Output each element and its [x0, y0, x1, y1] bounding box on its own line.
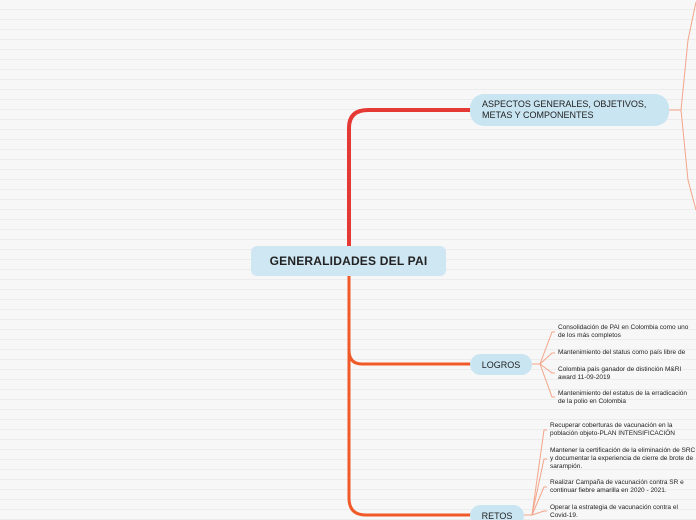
subtopic-logros-4-label: Mantenimiento del estatus de la erradicación de la polio en Colombia	[558, 390, 687, 405]
subtopic-retos-3[interactable]	[550, 479, 696, 495]
connector-logros-leaf-4	[540, 364, 555, 397]
connector-logros-leaf-1	[532, 332, 555, 364]
topic-retos-label: RETOS	[481, 510, 513, 520]
connector-central-aspectos	[349, 110, 470, 246]
subtopic-retos-2-label: Mantener la certificación de la eliminación de SRC y documentar la experiencia de cierre de brote de sarampión.	[550, 447, 696, 470]
topic-retos[interactable]	[470, 505, 524, 520]
topic-logros-label: LOGROS	[481, 359, 521, 370]
subtopic-logros-1-label: Consolidación de PAI en Colombia como uno de los más completos	[558, 324, 689, 339]
connector-retos-leaf-4	[532, 511, 547, 515]
subtopic-logros-4[interactable]	[558, 390, 696, 406]
topic-aspectos-label: ASPECTOS GENERALES, OBJETIVOS, METAS Y COMPONENTES	[482, 99, 647, 120]
connector-central-retos	[349, 276, 470, 515]
subtopic-retos-3-label: Realizar Campaña de vacunación contra SR e continuar fiebre amarilla en 2020 - 2021.	[550, 479, 684, 494]
subtopic-retos-4-label: Operar la estrategia de vacunación contra el Covid-19.	[550, 504, 678, 519]
connector-central-logros	[349, 276, 470, 364]
subtopic-retos-2[interactable]	[550, 447, 696, 471]
central-topic-label: GENERALIDADES DEL PAI	[269, 254, 428, 268]
central-topic[interactable]	[251, 246, 446, 276]
subtopic-retos-4[interactable]	[550, 504, 696, 520]
connector-aspectos-children	[669, 2, 696, 210]
subtopic-retos-1[interactable]	[550, 422, 696, 438]
topic-logros[interactable]	[470, 354, 532, 375]
subtopic-logros-2-label: Mantenimiento del status como país libre de	[558, 349, 686, 356]
subtopic-logros-3[interactable]	[558, 366, 696, 382]
subtopic-logros-1[interactable]	[558, 324, 696, 340]
subtopic-logros-3-label: Colombia país ganador de distinción M&RI award 11-09-2019	[558, 366, 682, 381]
subtopic-retos-1-label: Recuperar coberturas de vacunación en la población objeto-PLAN INTENSIFICACIÓN	[550, 422, 675, 437]
subtopic-logros-2[interactable]	[558, 349, 696, 357]
connector-retos-leaf-1	[524, 430, 547, 515]
topic-aspectos-generales[interactable]	[470, 94, 669, 126]
